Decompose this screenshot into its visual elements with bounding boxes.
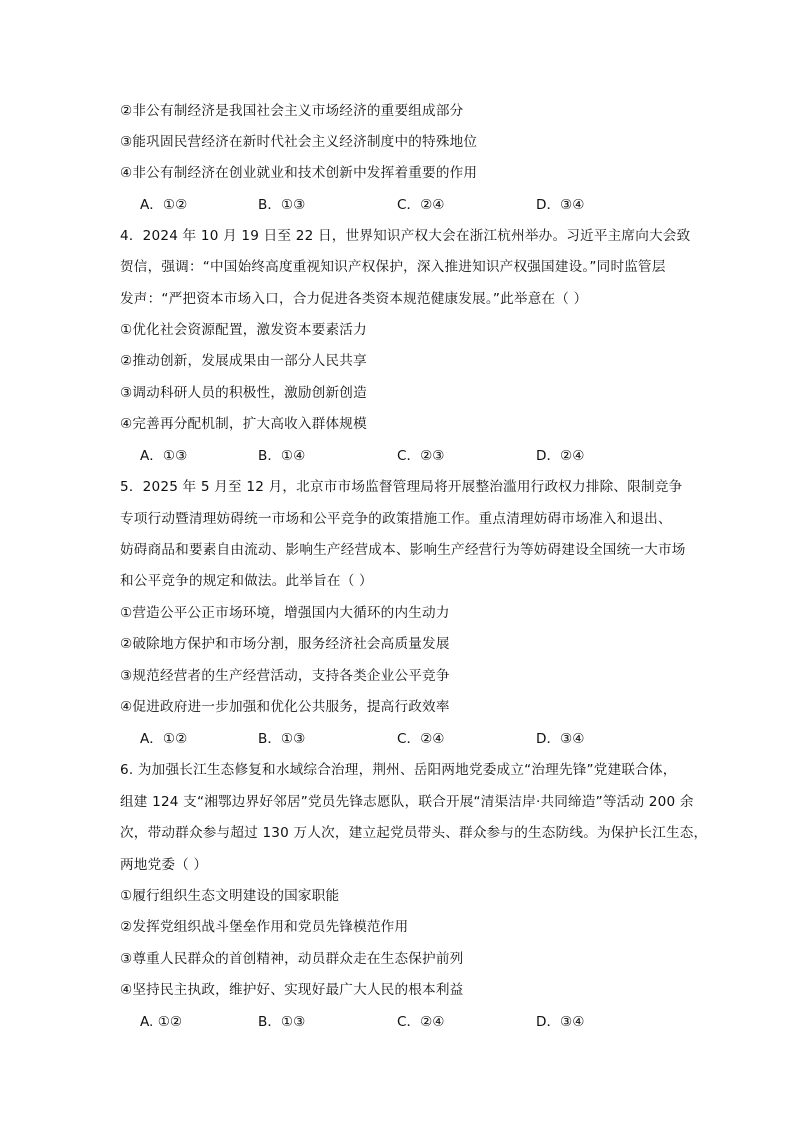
q5-stem-line: 专项行动暨清理妨碍统一市场和公平竞争的政策措施工作。重点清理妨碍市场准入和退出、 [120, 511, 672, 527]
q5-statement-1: ①营造公平公正市场环境，增强国内大循环的内生动力 [120, 605, 450, 621]
q4-stem-line: 发声：“严把资本市场入口，合力促进各类资本规范健康发展。”此举意在（ ） [120, 291, 588, 307]
q4-stem-line: 4．2024 年 10 月 19 日至 22 日，世界知识产权大会在浙江杭州举办。习近平主席向大会致 [120, 228, 691, 244]
q3-option-a[interactable]: A．①② [140, 197, 188, 213]
q6-option-b[interactable]: B．①③ [258, 1014, 306, 1030]
q6-stem-line: 6. 为加强长江生态修复和水域综合治理，荆州、岳阳两地党委成立“治理先锋”党建联合体， [120, 762, 677, 778]
q5-statement-3: ③规范经营者的生产经营活动，支持各类企业公平竞争 [120, 668, 450, 684]
q5-option-b[interactable]: B．①③ [258, 731, 306, 747]
q6-statement-1: ①履行组织生态文明建设的国家职能 [120, 888, 340, 904]
q6-statement-3: ③尊重人民群众的首创精神，动员群众走在生态保护前列 [120, 951, 464, 967]
q5-stem-line: 妨碍商品和要素自由流动、影响生产经营成本、影响生产经营行为等妨碍建设全国统一大市场 [120, 542, 686, 558]
q4-option-c[interactable]: C．②③ [397, 448, 445, 464]
q6-stem-line: 两地党委（ ） [120, 857, 208, 873]
q5-option-c[interactable]: C．②④ [397, 731, 445, 747]
q6-option-c[interactable]: C．②④ [397, 1014, 445, 1030]
q3-statement-3: ③能巩固民营经济在新时代社会主义经济制度中的特殊地位 [120, 134, 478, 150]
q3-statement-4: ④非公有制经济在创业就业和技术创新中发挥着重要的作用 [120, 165, 478, 181]
q3-option-d[interactable]: D．③④ [536, 197, 585, 213]
q5-statement-4: ④促进政府进一步加强和优化公共服务，提高行政效率 [120, 699, 450, 715]
q5-stem-line: 和公平竞争的规定和做法。此举旨在（ ） [120, 573, 373, 589]
q5-option-d[interactable]: D．③④ [536, 731, 585, 747]
q4-statement-3: ③调动科研人员的积极性，激励创新创造 [120, 385, 367, 401]
q6-statement-4: ④坚持民主执政，维护好、实现好最广大人民的根本利益 [120, 982, 464, 998]
q6-stem-line: 组建 124 支“湘鄂边界好邻居”党员先锋志愿队，联合开展“清渠洁岸·共同缔造”等活动 200 余 [120, 794, 694, 810]
q6-option-d[interactable]: D．③④ [536, 1014, 585, 1030]
q4-option-d[interactable]: D．②④ [536, 448, 585, 464]
q6-option-a[interactable]: A. ①② [140, 1014, 183, 1030]
q4-stem-line: 贺信，强调：“中国始终高度重视知识产权保护，深入推进知识产权强国建设。”同时监管层 [120, 259, 666, 275]
q4-statement-1: ①优化社会资源配置，激发资本要素活力 [120, 322, 367, 338]
q6-statement-2: ②发挥党组织战斗堡垒作用和党员先锋模范作用 [120, 919, 409, 935]
q3-option-b[interactable]: B．①③ [258, 197, 306, 213]
q4-statement-4: ④完善再分配机制，扩大高收入群体规模 [120, 416, 367, 432]
q6-stem-line: 次，带动群众参与超过 130 万人次，建立起党员带头、群众参与的生态防线。为保护长江生态， [120, 825, 708, 841]
q3-option-c[interactable]: C．②④ [397, 197, 445, 213]
q5-statement-2: ②破除地方保护和市场分割，服务经济社会高质量发展 [120, 636, 450, 652]
q5-stem-line: 5．2025 年 5 月至 12 月，北京市市场监督管理局将开展整治滥用行政权力排除、限制竞争 [120, 479, 683, 495]
q4-option-b[interactable]: B．①④ [258, 448, 306, 464]
q3-statement-2: ②非公有制经济是我国社会主义市场经济的重要组成部分 [120, 103, 464, 119]
q4-option-a[interactable]: A．①③ [140, 448, 188, 464]
q4-statement-2: ②推动创新，发展成果由一部分人民共享 [120, 353, 367, 369]
q5-option-a[interactable]: A．①② [140, 731, 188, 747]
